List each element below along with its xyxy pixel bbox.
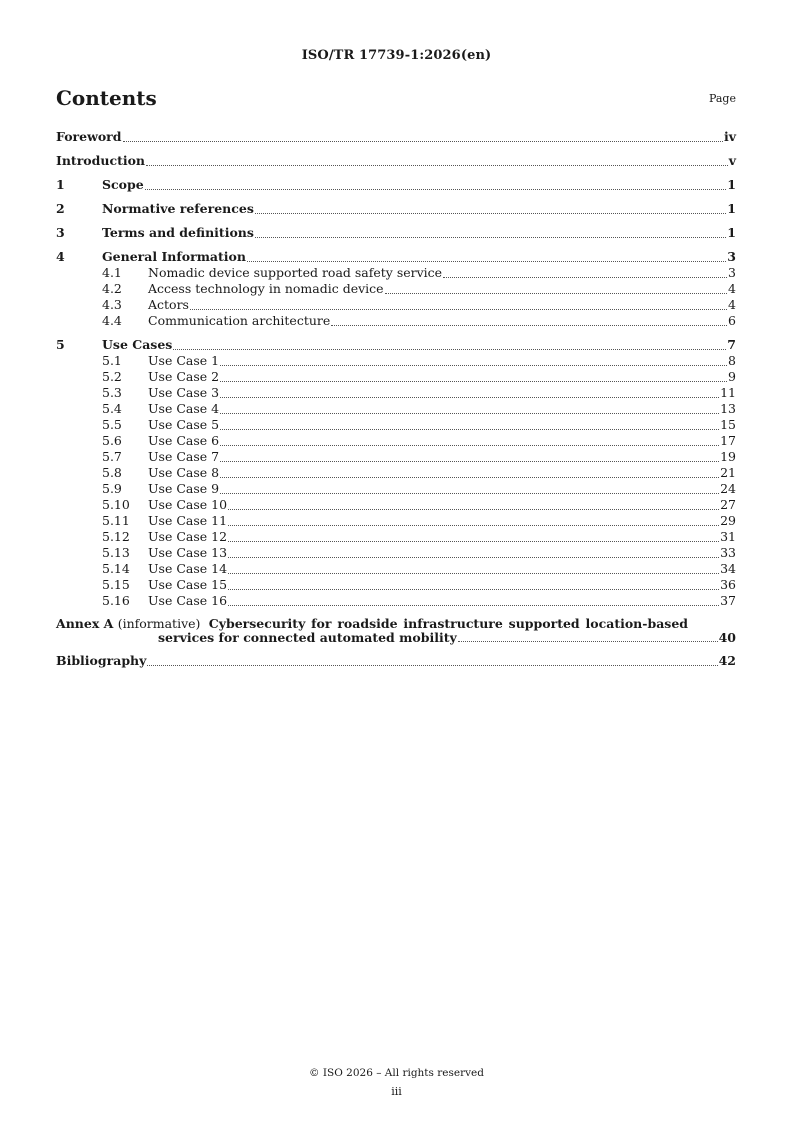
leader-dots	[458, 641, 718, 642]
toc-title: Communication architecture	[148, 313, 331, 328]
toc-page: 17	[720, 433, 736, 448]
toc-entry-general-information[interactable]	[56, 249, 736, 265]
toc-number: 5.2	[102, 369, 122, 384]
toc-page: 1	[727, 177, 736, 192]
leader-dots	[255, 237, 726, 238]
toc-page: 15	[720, 417, 736, 432]
toc-entry-introduction[interactable]	[56, 153, 736, 169]
toc-title: Scope	[102, 177, 144, 192]
toc-title: Use Cases	[102, 337, 173, 352]
table-of-contents	[56, 129, 736, 669]
leader-dots	[228, 605, 719, 606]
toc-entry-4-2[interactable]	[56, 281, 736, 297]
leader-dots	[255, 213, 726, 214]
toc-page: 3	[728, 265, 736, 280]
toc-page: 4	[728, 297, 736, 312]
toc-number: 5.3	[102, 385, 122, 400]
toc-title: Use Case 6	[148, 433, 220, 448]
toc-number: 1	[56, 177, 65, 192]
leader-dots	[147, 665, 717, 666]
leader-dots	[443, 277, 727, 278]
leader-dots	[228, 557, 719, 558]
toc-entry-bibliography[interactable]	[56, 653, 736, 669]
toc-number: 4	[56, 249, 65, 264]
toc-page: 31	[720, 529, 736, 544]
toc-entry-5-7[interactable]	[56, 449, 736, 465]
leader-dots	[228, 573, 719, 574]
toc-title: Use Case 11	[148, 513, 228, 528]
toc-title: Use Case 4	[148, 401, 220, 416]
toc-page: 7	[727, 337, 736, 352]
leader-dots	[220, 397, 719, 398]
toc-page: iv	[723, 129, 736, 144]
annex-title-line1: Cybersecurity for roadside infrastructure supported location-based	[208, 616, 689, 631]
toc-number: 5.5	[102, 417, 122, 432]
toc-title: Use Case 10	[148, 497, 228, 512]
toc-number: 5.7	[102, 449, 122, 464]
toc-entry-5-3[interactable]	[56, 385, 736, 401]
toc-page: 11	[720, 385, 736, 400]
toc-entry-annex-a[interactable]	[56, 617, 736, 645]
annex-title-line2: services for connected automated mobility	[158, 630, 457, 645]
toc-number: 5.10	[102, 497, 130, 512]
toc-number: 5.16	[102, 593, 130, 608]
toc-number: 3	[56, 225, 65, 240]
toc-entry-4-1[interactable]	[56, 265, 736, 281]
toc-title: Terms and definitions	[102, 225, 254, 240]
annex-informative: (informative)	[117, 616, 201, 631]
toc-number: 4.3	[102, 297, 122, 312]
toc-page: 21	[720, 465, 736, 480]
toc-number: 4.1	[102, 265, 122, 280]
toc-entry-4-3[interactable]	[56, 297, 736, 313]
toc-entry-5-1[interactable]	[56, 353, 736, 369]
toc-entry-5-11[interactable]	[56, 513, 736, 529]
toc-title: Use Case 1	[148, 353, 220, 368]
copyright-notice: © ISO 2026 – All rights reserved	[309, 1067, 484, 1079]
toc-title: Nomadic device supported road safety service	[148, 265, 443, 280]
leader-dots	[123, 141, 723, 142]
toc-number: 5.15	[102, 577, 130, 592]
toc-title: Introduction	[56, 153, 146, 168]
toc-page: 27	[720, 497, 736, 512]
toc-page: 6	[728, 313, 736, 328]
toc-number: 5	[56, 337, 65, 352]
toc-entry-5-4[interactable]	[56, 401, 736, 417]
annex-label: Annex A	[56, 616, 114, 631]
toc-title: Actors	[148, 297, 189, 312]
toc-title: Use Case 5	[148, 417, 220, 432]
leader-dots	[220, 493, 719, 494]
toc-title: Normative references	[102, 201, 254, 216]
toc-title: General Information	[102, 249, 246, 264]
toc-entry-use-cases[interactable]	[56, 337, 736, 353]
leader-dots	[228, 525, 719, 526]
toc-title: Use Case 15	[148, 577, 228, 592]
toc-entry-terms-definitions[interactable]	[56, 225, 736, 241]
toc-entry-5-14[interactable]	[56, 561, 736, 577]
toc-title: Foreword	[56, 129, 122, 144]
toc-entry-5-13[interactable]	[56, 545, 736, 561]
toc-number: 5.11	[102, 513, 130, 528]
leader-dots	[190, 309, 727, 310]
toc-title: Use Case 13	[148, 545, 228, 560]
page-number: iii	[391, 1085, 402, 1098]
toc-entry-5-9[interactable]	[56, 481, 736, 497]
contents-heading: Contents	[56, 86, 157, 110]
toc-title: Use Case 8	[148, 465, 220, 480]
toc-page: 9	[728, 369, 736, 384]
toc-page: 1	[727, 225, 736, 240]
toc-title: Use Case 12	[148, 529, 228, 544]
leader-dots	[228, 541, 719, 542]
leader-dots	[331, 325, 727, 326]
toc-number: 5.6	[102, 433, 122, 448]
toc-number: 5.14	[102, 561, 130, 576]
toc-page: 4	[728, 281, 736, 296]
toc-entry-scope[interactable]	[56, 177, 736, 193]
leader-dots	[220, 477, 719, 478]
page-column-label: Page	[708, 92, 736, 105]
toc-number: 5.8	[102, 465, 122, 480]
toc-entry-foreword[interactable]	[56, 129, 736, 145]
toc-page: 19	[720, 449, 736, 464]
document-id: ISO/TR 17739-1:2026(en)	[301, 48, 492, 63]
toc-number: 4.4	[102, 313, 122, 328]
toc-page: 34	[720, 561, 736, 576]
toc-number: 5.9	[102, 481, 122, 496]
toc-number: 5.1	[102, 353, 122, 368]
leader-dots	[173, 349, 726, 350]
leader-dots	[220, 413, 719, 414]
leader-dots	[247, 261, 726, 262]
toc-page: 42	[718, 653, 736, 668]
toc-page: 33	[720, 545, 736, 560]
leader-dots	[228, 509, 719, 510]
leader-dots	[145, 189, 727, 190]
toc-entry-5-6[interactable]	[56, 433, 736, 449]
toc-page: 13	[720, 401, 736, 416]
toc-title: Use Case 16	[148, 593, 228, 608]
toc-title: Use Case 7	[148, 449, 220, 464]
leader-dots	[220, 461, 719, 462]
leader-dots	[220, 365, 727, 366]
toc-number: 5.12	[102, 529, 130, 544]
toc-title: Use Case 14	[148, 561, 228, 576]
toc-page: 1	[727, 201, 736, 216]
leader-dots	[220, 381, 727, 382]
toc-entry-5-5[interactable]	[56, 417, 736, 433]
toc-entry-5-15[interactable]	[56, 577, 736, 593]
leader-dots	[146, 165, 728, 166]
toc-number: 4.2	[102, 281, 122, 296]
toc-number: 5.13	[102, 545, 130, 560]
toc-title: Use Case 2	[148, 369, 220, 384]
toc-entry-5-16[interactable]	[56, 593, 736, 609]
toc-entry-5-10[interactable]	[56, 497, 736, 513]
toc-page: 3	[727, 249, 736, 264]
toc-page: 36	[720, 577, 736, 592]
leader-dots	[220, 429, 719, 430]
toc-page: 24	[720, 481, 736, 496]
toc-title: Use Case 3	[148, 385, 220, 400]
toc-entry-5-12[interactable]	[56, 529, 736, 545]
toc-page: v	[728, 153, 736, 168]
toc-entry-4-4[interactable]	[56, 313, 736, 329]
leader-dots	[228, 589, 719, 590]
leader-dots	[220, 445, 719, 446]
toc-entry-5-2[interactable]	[56, 369, 736, 385]
toc-page: 37	[720, 593, 736, 608]
toc-entry-normative-references[interactable]	[56, 201, 736, 217]
toc-page: 8	[728, 353, 736, 368]
leader-dots	[385, 293, 727, 294]
toc-entry-5-8[interactable]	[56, 465, 736, 481]
toc-page: 40	[718, 630, 736, 645]
toc-title: Use Case 9	[148, 481, 220, 496]
toc-page: 29	[720, 513, 736, 528]
toc-title: Bibliography	[56, 653, 147, 668]
toc-number: 2	[56, 201, 65, 216]
toc-title: Access technology in nomadic device	[148, 281, 384, 296]
toc-number: 5.4	[102, 401, 122, 416]
